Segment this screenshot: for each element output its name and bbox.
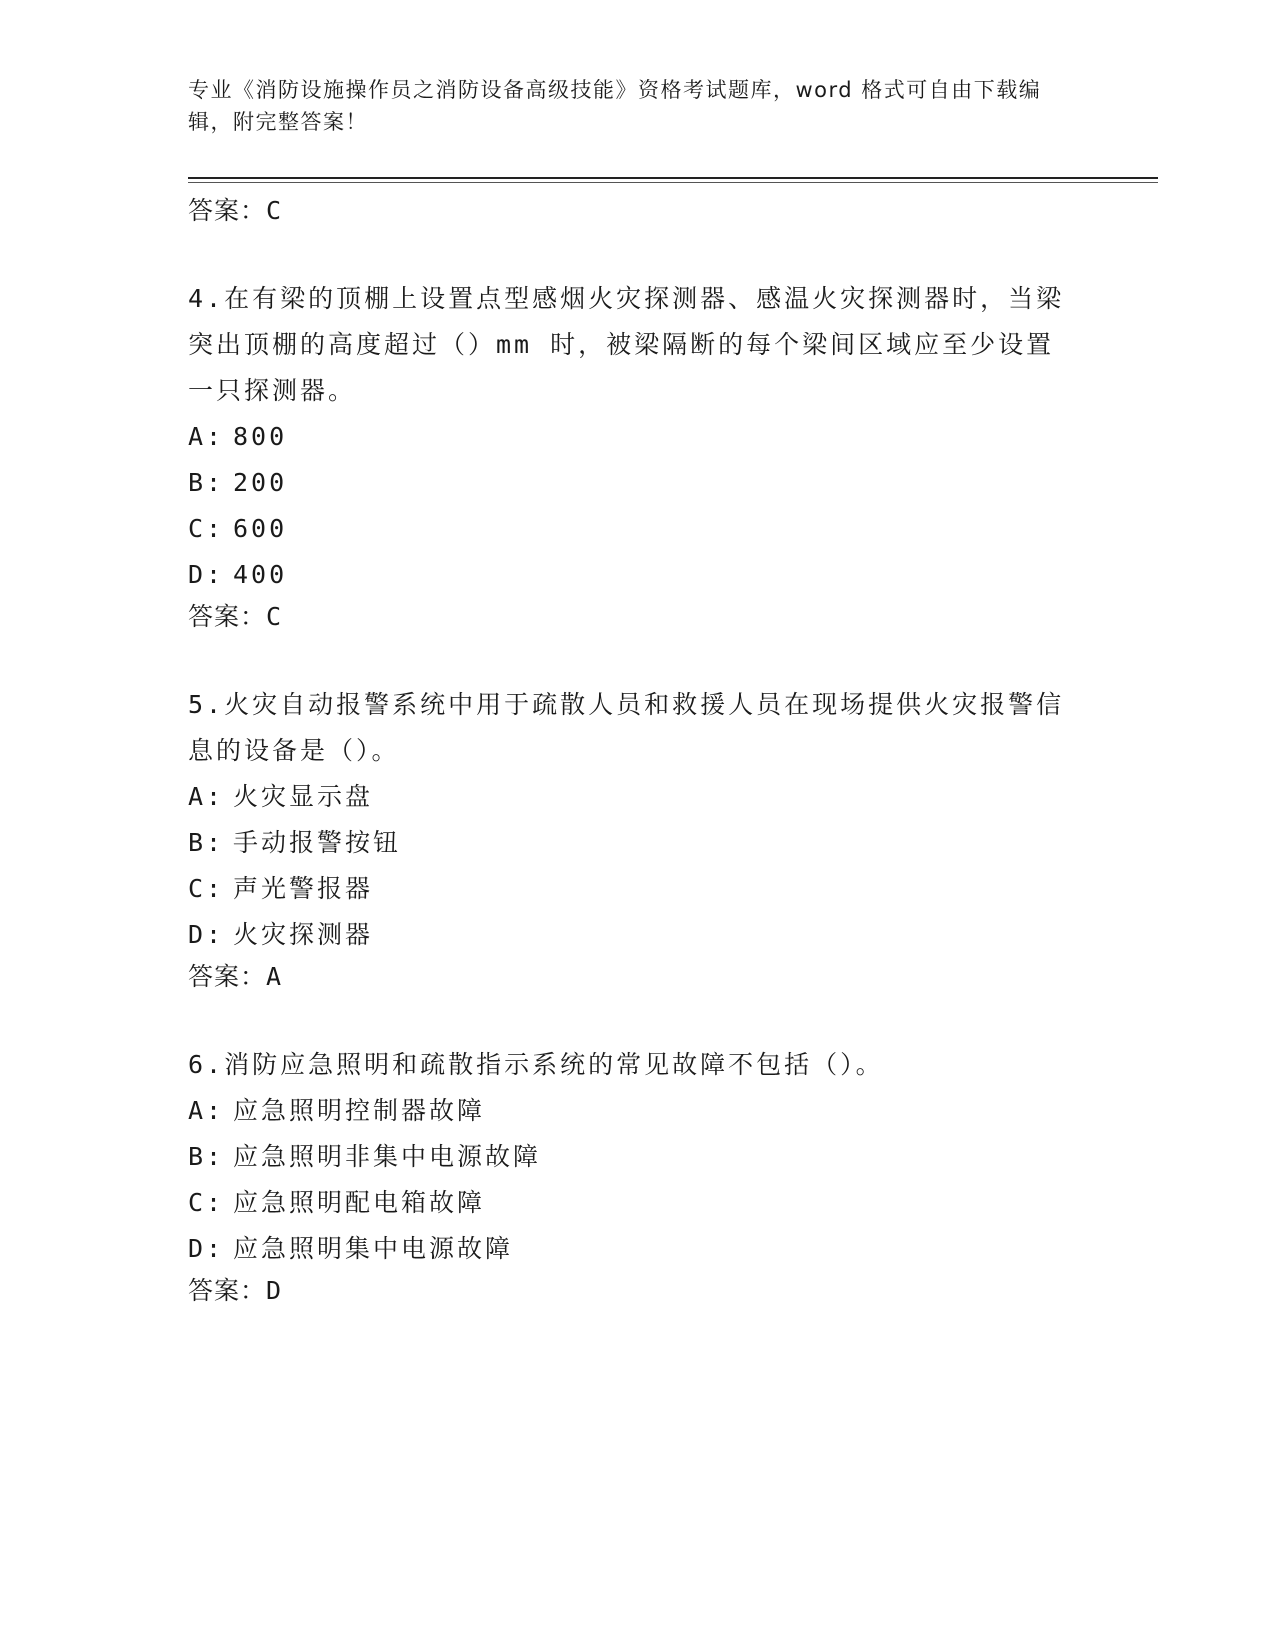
header-rule-thick [188, 177, 1158, 179]
option-text: 应急照明控制器故障 [233, 1096, 486, 1125]
option-text: 600 [233, 514, 288, 543]
question-6 [188, 1042, 1068, 1310]
question-list [188, 192, 1068, 1310]
question-text: 4.在有梁的顶棚上设置点型感烟火灾探测器、感温火灾探测器时，当梁突出顶棚的高度超过（）mm 时，被梁隔断的每个梁间区域应至少设置一只探测器。 [188, 284, 1065, 405]
option-letter: C: [188, 874, 225, 903]
option-b [188, 460, 1068, 506]
answer-line: 答案：C [188, 602, 283, 631]
option-letter: D: [188, 560, 225, 589]
option-a [188, 1088, 1068, 1134]
document-header-intro: 专业《消防设施操作员之消防设备高级技能》资格考试题库，word 格式可自由下载编辑，附完整答案！ [188, 78, 1042, 134]
option-letter: D: [188, 1234, 225, 1263]
answer-line: 答案：D [188, 1276, 283, 1305]
option-letter: A: [188, 422, 225, 451]
option-d [188, 912, 1068, 958]
option-text: 火灾显示盘 [233, 782, 374, 811]
option-b [188, 820, 1068, 866]
option-c [188, 866, 1068, 912]
option-d [188, 1226, 1068, 1272]
option-letter: C: [188, 1188, 225, 1217]
answer-line: 答案：A [188, 962, 283, 991]
option-text: 应急照明非集中电源故障 [233, 1142, 542, 1171]
option-letter: C: [188, 514, 225, 543]
option-text: 手动报警按钮 [233, 828, 402, 857]
question-text: 5.火灾自动报警系统中用于疏散人员和救援人员在现场提供火灾报警信息的设备是（）。 [188, 690, 1065, 765]
option-a [188, 414, 1068, 460]
option-letter: A: [188, 782, 225, 811]
option-text: 800 [233, 422, 288, 451]
question-text: 6.消防应急照明和疏散指示系统的常见故障不包括（）。 [188, 1050, 884, 1079]
option-letter: B: [188, 1142, 225, 1171]
option-text: 200 [233, 468, 288, 497]
option-letter: B: [188, 828, 225, 857]
option-letter: A: [188, 1096, 225, 1125]
option-letter: D: [188, 920, 225, 949]
option-text: 400 [233, 560, 288, 589]
option-c [188, 506, 1068, 552]
option-text: 声光警报器 [233, 874, 374, 903]
option-text: 火灾探测器 [233, 920, 374, 949]
previous-answer: 答案：C [188, 196, 283, 225]
question-4 [188, 276, 1068, 636]
option-c [188, 1180, 1068, 1226]
option-a [188, 774, 1068, 820]
question-5 [188, 682, 1068, 996]
option-letter: B: [188, 468, 225, 497]
option-d [188, 552, 1068, 598]
option-text: 应急照明配电箱故障 [233, 1188, 486, 1217]
option-b [188, 1134, 1068, 1180]
option-text: 应急照明集中电源故障 [233, 1234, 514, 1263]
header-rule-thin [188, 182, 1158, 183]
